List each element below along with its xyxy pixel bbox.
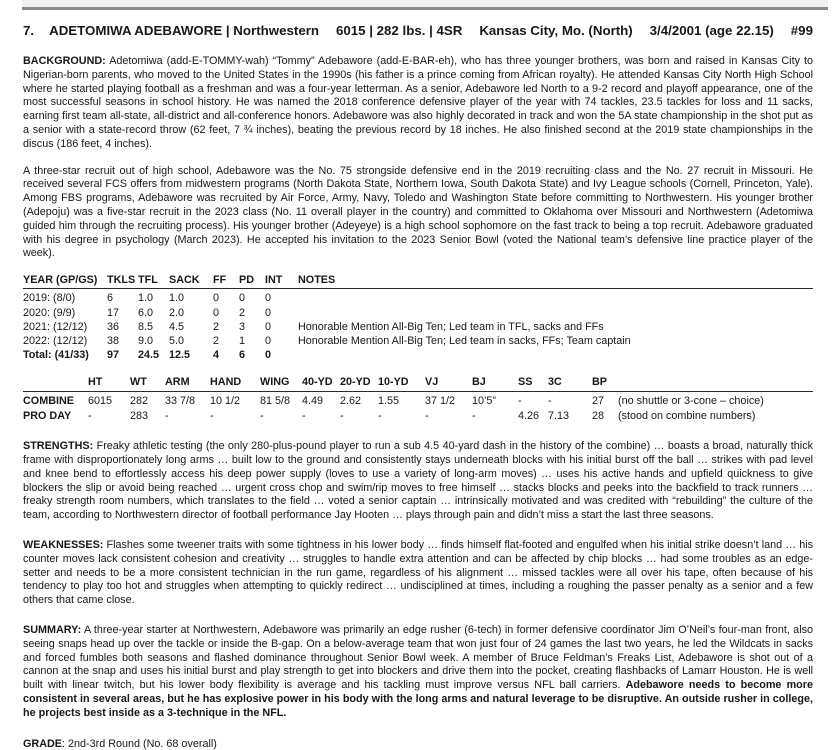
- combine-cell-20yd: 2.62: [340, 394, 362, 407]
- weaknesses-label: WEAKNESSES:: [23, 538, 104, 551]
- pro-day-cell-bj: -: [472, 409, 476, 422]
- stats-cell-sack: 1.0: [169, 292, 185, 305]
- stats-header-sack: SACK: [169, 274, 200, 287]
- stats-header-row: [23, 273, 813, 289]
- weaknesses-text: Flashes some tweener traits with some tightness in his lower body … finds himself flat-footed and engulfed when his initial strike doesn’t land … his counter moves lack consistent cohesion and creativity … struggles to handle extra attention and can be affected by chip blocks … had some troubles as an edge-setter and needs to be a more consistent technician in the run game, regardless of his alignment … missed tackles were all over his tape, often because of his tendency to play too hot and struggles when attempting to quickly redirect … undisciplined at times, including a roughing the passer penalty as a senior and a few others that came close.: [23, 538, 813, 607]
- stats-cell-tkls: 97: [107, 349, 120, 362]
- pro-day-cell-40yd: -: [302, 409, 306, 422]
- summary-section: [23, 624, 813, 721]
- combine-header-ht: HT: [88, 376, 103, 389]
- stats-cell-pd: 2: [239, 306, 246, 319]
- background-text: Adetomiwa (add-E-TOMMY-wah) “Tommy” Adebawore (add-E-BAR-eh), who has three younger brothers, was born and raised in Kansas City to Nigerian-born parents, who moved to the United States in the 1990s (his father is a prince coming from African royalty). He attended Kansas City North High School where he started playing football as a freshman and was a four-year letterman. As a senior, Adebawore led North to a 9-2 record and playoff appearance, one of the most successful seasons in school history. He was named the 2018 conference defensive player of the year with 74 tackles, 23.5 tackles for loss and 11 sacks, earning first team all-state, all-district and all-conference honors. Adebawore was also highly decorated in track and won the 5A state championship in the shot put as a senior with a state-record throw (62 feet, 7 ¾ inches), beating the previous record by 18 inches. He also finished second at the 2019 state championships in the discus (186 feet, 4 inches).: [23, 55, 813, 150]
- recruiting-section: [23, 165, 813, 262]
- stats-cell-ff: 0: [213, 306, 220, 319]
- combine-header-vj: VJ: [425, 376, 439, 389]
- player-hometown: Kansas City, Mo. (North): [479, 23, 633, 38]
- player-name-group: [23, 23, 319, 39]
- stats-header-pd: PD: [239, 274, 254, 287]
- stats-cell-int: 0: [265, 306, 272, 319]
- stats-row-2021: [23, 320, 813, 334]
- combine-header-20yd: 20-YD: [340, 376, 371, 389]
- background-label: BACKGROUND:: [23, 55, 106, 67]
- stats-cell-year: 2021: (12/12): [23, 320, 88, 333]
- combine-header-hand: HAND: [210, 376, 242, 389]
- stats-cell-tfl: 1.0: [138, 292, 154, 305]
- stats-header-ff: FF: [213, 274, 227, 287]
- combine-cell-40yd: 4.49: [302, 394, 324, 407]
- player-measurables: 6015 | 282 lbs. | 4SR: [335, 23, 463, 38]
- pro-day-cell-note: (stood on combine numbers): [618, 409, 756, 422]
- player-header: [23, 23, 813, 39]
- combine-header-3c: 3C: [548, 376, 562, 389]
- stats-cell-tfl: 6.0: [138, 306, 154, 319]
- combine-cell-bj: 10’5”: [472, 394, 497, 407]
- combine-table: [23, 375, 813, 423]
- combine-header-row: [23, 375, 813, 392]
- stats-cell-year: 2019: (8/0): [23, 292, 76, 305]
- player-birthdate: 3/4/2001 (age 22.15): [649, 23, 774, 38]
- stats-header-tfl: TFL: [138, 274, 158, 287]
- combine-header-ss: SS: [518, 376, 533, 389]
- combine-cell-vj: 37 1/2: [425, 394, 456, 407]
- stats-cell-int: 0: [265, 334, 272, 347]
- pro-day-cell-10yd: -: [378, 409, 382, 422]
- summary-text: A three-year starter at Northwestern, Adebawore was primarily an edge rusher (6-tech) in former defensive coordinator Jim O’Neil’s four-man front, also seeing snaps head up over the tackle or inside the B-gap. On a below-average team that won just four of 24 games the last two years, he led the Wildcats in sacks and forced fumbles both seasons and flashed dominance throughout Senior Bowl week. A member of Bruce Feldman’s Freaks List, Adebawore is shot out of a cannon at the snap and uses his initial burst and play strength to get into blockers and drive them into the pocket, creating flashbacks of Lamarr Houston. He is well built with linear twitch, but his lower body flexibility is average and his tackling must improve versus NFL ball carriers.: [23, 623, 813, 692]
- stats-cell-sack: 5.0: [169, 334, 185, 347]
- stats-cell-ff: 0: [213, 292, 220, 305]
- stats-row-total: [23, 348, 813, 362]
- pro-day-cell-20yd: -: [340, 409, 344, 422]
- combine-cell-wt: 282: [130, 394, 149, 407]
- grade-label: GRADE: [23, 737, 62, 750]
- stats-cell-pd: 6: [239, 349, 246, 362]
- strengths-label: STRENGTHS:: [23, 440, 94, 453]
- combine-header-bp: BP: [592, 376, 607, 389]
- grade-line: [23, 738, 813, 750]
- stats-cell-year: 2022: (12/12): [23, 334, 88, 347]
- strengths-text: Freaky athletic testing (the only 280-plus-pound player to run a sub 4.5 40-yard dash in the history of the combine) … boasts a broad, naturally thick frame with disproportionately long arms … built low to the ground and consistently stays underneath blocks with his initial burst off the ball … strikes with pad level and knee bend to effortlessly access his deep power supply (loves to use a variety of long-arm moves) … uses his active hands and upfield quickness to give blockers the slip or avoid being reached … urgent cross chop and swim/rip moves to free himself … stacks blocks and peeks into the backfield to track runners … freaky strength room numbers, which translates to the field … voted a senior captain … intrinsically motivated and was credited with “rebuilding” the culture of the team, according to Northwestern director of football performance Jay Hooten … plays through pain and didn’t miss a start the last three seasons.: [23, 440, 813, 522]
- combine-row-label: COMBINE: [23, 394, 74, 407]
- pro-day-cell-ss: 4.26: [518, 409, 540, 422]
- stats-row-2020: [23, 306, 813, 320]
- stats-cell-notes: Honorable Mention All-Big Ten; Led team in sacks, FFs; Team captain: [298, 334, 631, 347]
- stats-cell-notes: [298, 348, 813, 362]
- combine-header-arm: ARM: [165, 376, 190, 389]
- stats-cell-ff: 2: [213, 320, 220, 333]
- combine-header-wt: WT: [130, 376, 147, 389]
- stats-header-tkls: TKLS: [107, 274, 136, 287]
- pro-day-row-label: PRO DAY: [23, 409, 72, 422]
- stats-cell-sack: 4.5: [169, 320, 185, 333]
- stats-header-int: INT: [265, 274, 283, 287]
- stats-cell-year: 2020: (9/9): [23, 306, 76, 319]
- stats-cell-tkls: 36: [107, 320, 120, 333]
- combine-cell-ss: -: [518, 394, 522, 407]
- stats-cell-tfl: 24.5: [138, 349, 160, 362]
- combine-header-blank: [23, 375, 88, 390]
- combine-cell-10yd: 1.55: [378, 394, 400, 407]
- grade-text: : 2nd-3rd Round (No. 68 overall): [62, 737, 217, 750]
- stats-cell-ff: 2: [213, 334, 220, 347]
- stats-cell-pd: 0: [239, 292, 246, 305]
- combine-cell-3c: -: [548, 394, 552, 407]
- player-jersey-number: #99: [790, 23, 813, 38]
- pro-day-cell-arm: -: [165, 409, 169, 422]
- combine-cell-bp: 27: [592, 394, 605, 407]
- stats-cell-sack: 12.5: [169, 349, 191, 362]
- combine-cell-hand: 10 1/2: [210, 394, 241, 407]
- combine-header-40yd: 40-YD: [302, 376, 333, 389]
- stats-cell-notes: [298, 306, 813, 320]
- stats-row-2022: [23, 334, 813, 348]
- stats-cell-notes: Honorable Mention All-Big Ten; Led team in TFL, sacks and FFs: [298, 320, 604, 333]
- pro-day-cell-vj: -: [425, 409, 429, 422]
- pro-day-cell-bp: 28: [592, 409, 605, 422]
- combine-header-10yd: 10-YD: [378, 376, 409, 389]
- stats-cell-sack: 2.0: [169, 306, 185, 319]
- combine-header-bj: BJ: [472, 376, 486, 389]
- pro-day-cell-wing: -: [260, 409, 264, 422]
- pro-day-row: [23, 409, 813, 424]
- stats-cell-int: 0: [265, 292, 272, 305]
- pro-day-cell-ht: -: [88, 409, 92, 422]
- pro-day-cell-hand: -: [210, 409, 214, 422]
- stats-cell-tkls: 17: [107, 306, 120, 319]
- combine-cell-note: (no shuttle or 3-cone – choice): [618, 394, 764, 407]
- stats-cell-year: Total: (41/33): [23, 349, 89, 362]
- pro-day-cell-3c: 7.13: [548, 409, 570, 422]
- summary-label: SUMMARY:: [23, 623, 82, 636]
- stats-cell-int: 0: [265, 349, 272, 362]
- combine-cell-ht: 6015: [88, 394, 113, 407]
- background-section: [23, 55, 813, 152]
- combine-cell-arm: 33 7/8: [165, 394, 196, 407]
- report-content: [23, 0, 813, 750]
- stats-cell-pd: 1: [239, 334, 246, 347]
- stats-cell-tfl: 8.5: [138, 320, 154, 333]
- stats-cell-pd: 3: [239, 320, 246, 333]
- strengths-section: [23, 440, 813, 523]
- combine-header-note: [618, 375, 813, 390]
- stats-cell-notes: [298, 291, 813, 305]
- stats-cell-ff: 4: [213, 349, 220, 362]
- combine-row: [23, 394, 813, 409]
- season-stats-table: [23, 273, 813, 362]
- stats-row-2019: [23, 291, 813, 305]
- weaknesses-section: [23, 539, 813, 608]
- player-name-school: ADETOMIWA ADEBAWORE | Northwestern: [49, 23, 320, 38]
- combine-header-wing: WING: [260, 376, 290, 389]
- stats-header-year: YEAR (GP/GS): [23, 274, 98, 287]
- player-rank: 7.: [23, 23, 35, 38]
- summary-bold-text: Adebawore needs to become more consistent in several areas, but he has explosive power in his body with the long arms and natural leverage to be disruptive. An outside rusher in college, he projects best inside as a 3-technique in the NFL.: [23, 679, 813, 719]
- pro-day-cell-wt: 283: [130, 409, 149, 422]
- recruiting-text: A three-star recruit out of high school, Adebawore was the No. 75 strongside defensive end in the 2019 recruiting class and the No. 27 recruit in Missouri. He received several FCS offers from midwestern programs (North Dakota State, Northern Iowa, South Dakota State) and Ivy League schools (Cornell, Princeton, Yale). Among FBS programs, Adebawore was recruited by Air Force, Army, Navy, Toledo and Washington State before committing to Northwestern. His younger brother (Adepoju) was a five-star recruit in the 2023 class (No. 11 overall player in the country) and committed to Oklahoma over Missouri and Northwestern (Adetomiwa guided him through the recruiting process). His younger brother (Adeyeye) is a high school sophomore on the fast track to being a top recruit. Adebawore graduated with his degree in psychology (March 2023). He accepted his invitation to the 2023 Senior Bowl (voted the National team’s defensive line practice player of the week).: [23, 164, 813, 260]
- stats-cell-tkls: 6: [107, 292, 114, 305]
- combine-cell-wing: 81 5/8: [260, 394, 291, 407]
- stats-header-notes: NOTES: [298, 274, 336, 287]
- stats-cell-int: 0: [265, 320, 272, 333]
- stats-cell-tfl: 9.0: [138, 334, 154, 347]
- stats-cell-tkls: 38: [107, 334, 120, 347]
